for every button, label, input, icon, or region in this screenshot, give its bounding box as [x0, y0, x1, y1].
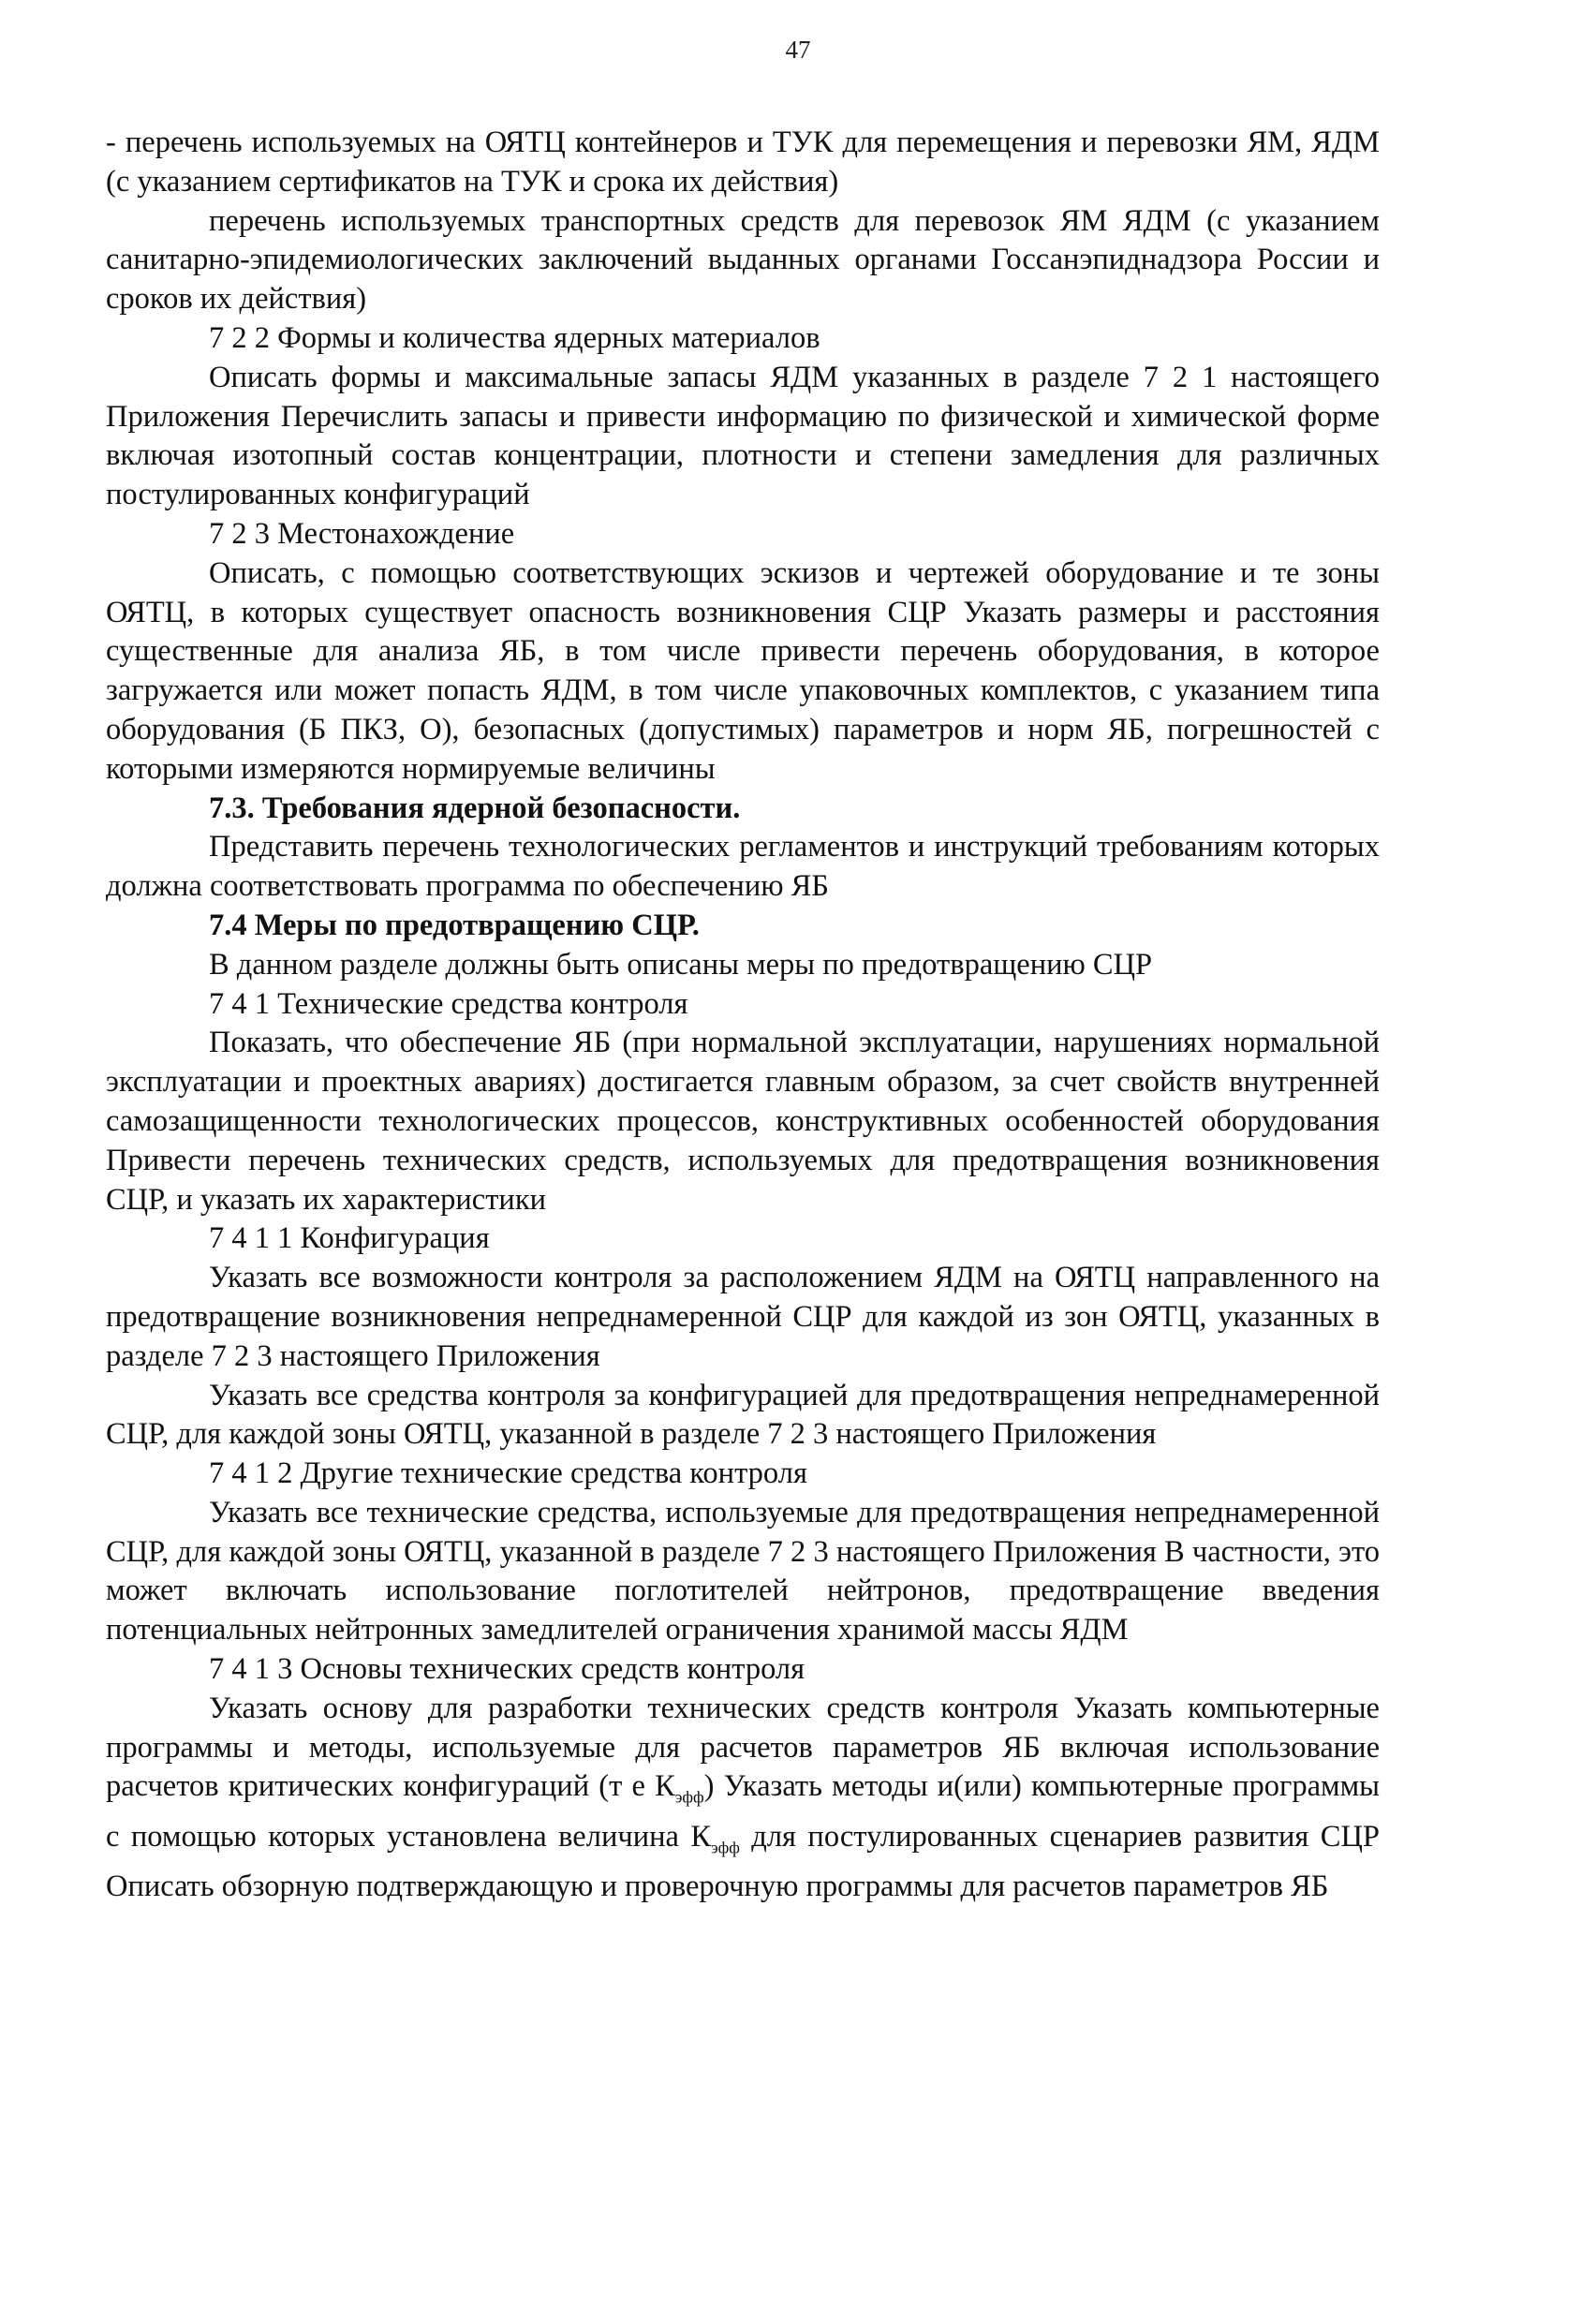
paragraph-fragment: для постулированных сценариев развития СЦР Описать обзорную подтверждающую и проверочную программы для расчетов параметров ЯБ — [106, 1819, 1380, 1904]
body-paragraph: - перечень используемых на ОЯТЦ контейнеров и ТУК для перемещения и перевозки ЯМ, ЯДМ (с указанием сертификатов на ТУК и срока их действия) — [106, 126, 1380, 199]
paragraph-fragment: Указать основу для разработки технических средств контроля Указать компьютерные программы и методы, используемые для расчетов параметров ЯБ включая использование расчетов критических конфигураций (т е К — [106, 1691, 1380, 1804]
document-body — [106, 124, 1380, 1907]
body-paragraph: Показать, что обеспечение ЯБ (при нормальной эксплуатации, нарушениях нормальной эксплуатации и проектных авариях) достигается главным образом, за счет свойств внутренней самозащищенности технологических процессов, конструктивных особенностей оборудования Привести перечень технических средств, используемых для предотвращения возникновения СЦР, и указать их характеристики — [106, 1026, 1380, 1217]
section-heading: 7 2 2 Формы и количества ядерных материалов — [209, 320, 820, 355]
body-paragraph — [106, 1690, 1380, 1907]
body-paragraph: Указать все возможности контроля за расположением ЯДМ на ОЯТЦ направленного на предотвращение возникновения непреднамеренной СЦР для каждой из зон ОЯТЦ, указанных в разделе 7 2 3 настоящего Приложения — [106, 1261, 1380, 1373]
subscript-eff: эфф — [711, 1838, 740, 1857]
body-paragraph: Описать, с помощью соответствующих эскизов и чертежей оборудование и те зоны ОЯТЦ, в которых существует опасность возникновения СЦР Указать размеры и расстояния существенные для анализа ЯБ, в том числе привести перечень оборудования, в которое загружается или может попасть ЯДМ, в том числе упаковочных комплектов, с указанием типа оборудования (Б ПКЗ, О), безопасных (допустимых) параметров и норм ЯБ, погрешностей с которыми измеряются нормируемые величины — [106, 555, 1380, 786]
paragraph-fragment: ) Указать методы и(или) компьютерные программы с помощью которых установлена величина К — [106, 1769, 1380, 1854]
body-paragraph: Представить перечень технологических регламентов и инструкций требованиям которых должна соответствовать программа по обеспечению ЯБ — [106, 830, 1380, 904]
body-paragraph: В данном разделе должны быть описаны меры по предотвращению СЦР — [209, 947, 1153, 982]
section-heading: 7 4 1 3 Основы технических средств контроля — [209, 1652, 805, 1687]
page-number: 47 — [785, 36, 811, 64]
section-heading: 7 4 1 2 Другие технические средства контроля — [209, 1456, 807, 1491]
section-heading: 7.3. Требования ядерной безопасности. — [209, 791, 741, 825]
section-heading: 7 4 1 1 Конфигурация — [209, 1221, 490, 1256]
subscript-eff: эфф — [674, 1787, 704, 1807]
section-heading: 7 4 1 Технические средства контроля — [209, 986, 688, 1021]
section-heading: 7.4 Меры по предотвращению СЦР. — [209, 908, 700, 942]
body-paragraph: Указать все средства контроля за конфигурацией для предотвращения непреднамеренной СЦР, для каждой зоны ОЯТЦ, указанной в разделе 7 2 3 настоящего Приложения — [106, 1378, 1380, 1452]
body-paragraph: Описать формы и максимальные запасы ЯДМ указанных в разделе 7 2 1 настоящего Приложения Перечислить запасы и привести информацию по физической и химической форме включая изотопный состав концентрации, плотности и степени замедления для различных постулированных конфигураций — [106, 360, 1380, 512]
body-paragraph: перечень используемых транспортных средств для перевозок ЯМ ЯДМ (с указанием санитарно-эпидемиологических заключений выданных органами Госсанэпиднадзора России и сроков их действия) — [106, 203, 1380, 317]
section-heading: 7 2 3 Местонахождение — [209, 516, 515, 551]
body-paragraph: Указать все технические средства, используемые для предотвращения непреднамеренной СЦР, для каждой зоны ОЯТЦ, указанной в разделе 7 2 3 настоящего Приложения В частности, это может включать использование поглотителей нейтронов, предотвращение введения потенциальных нейтронных замедлителей ограничения хранимой массы ЯДМ — [106, 1495, 1380, 1648]
